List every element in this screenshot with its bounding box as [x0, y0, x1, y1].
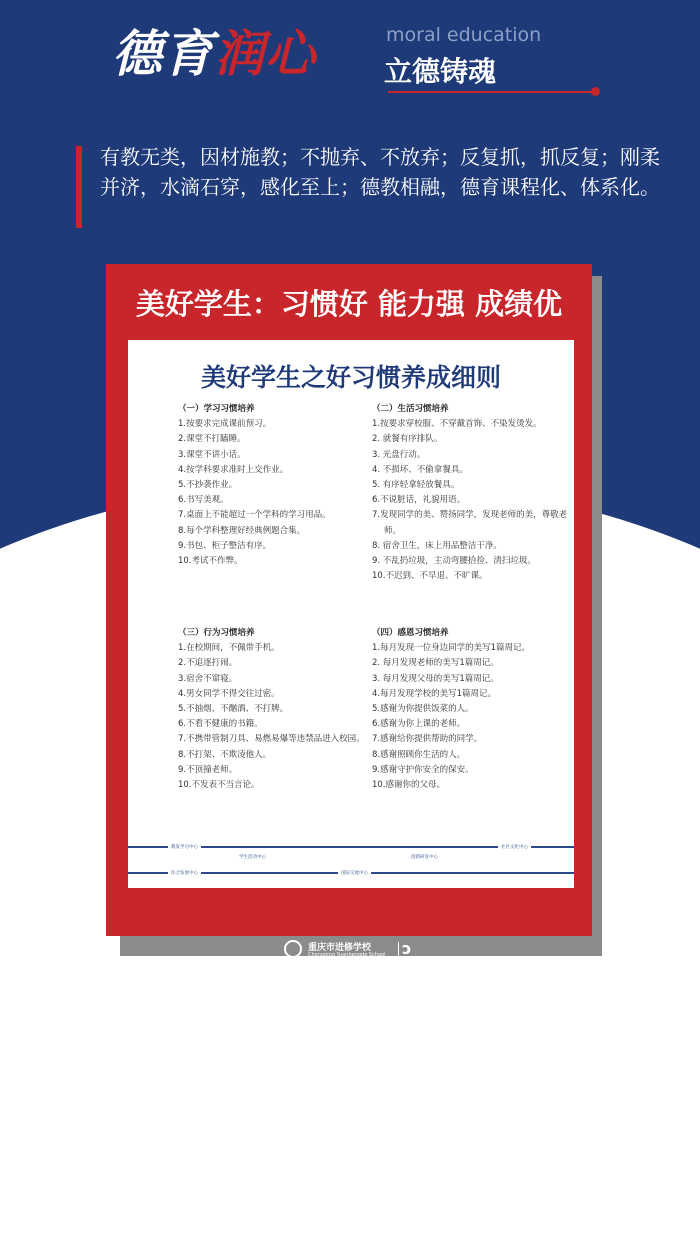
school-name: 重庆市进修学校: [308, 943, 372, 953]
section-heading: （四）感恩习惯培养: [372, 628, 449, 638]
rule-item: 9.感谢守护你安全的保安。: [372, 764, 474, 775]
rule-item: 5.不抄袭作业。: [178, 480, 238, 491]
rule-item: 3. 每月发现父母的美写1篇周记。: [372, 673, 499, 684]
footer-label: 创新研发中心: [408, 854, 441, 860]
intro-text: 有教无类，因材施教；不抛弃、不放弃；反复抓，抓反复；刚柔并济，水滴石穿，感化至上；德教相融，德育课程化、体系化。: [100, 145, 660, 199]
title-white-part: 德育: [112, 25, 214, 83]
rule-item: 1.按要求穿校服、不穿戴首饰、不染发烫发。: [372, 419, 542, 430]
rule-item: 7.发现同学的美、赞扬同学，发现老师的美，尊敬老师。: [372, 510, 568, 536]
rule-item: 4.男女同学不得交往过密。: [178, 688, 280, 699]
brand-mark-icon: ɔ: [402, 939, 412, 958]
intro-accent-bar: [76, 146, 82, 228]
section-gratitude: [372, 626, 568, 793]
footer-label: 国际交流中心: [338, 870, 371, 876]
section-study: [178, 402, 374, 569]
rule-item: 2.不追逐打闹。: [178, 658, 238, 669]
rule-item: 10.不迟到、不早退、不旷课。: [372, 571, 488, 582]
section-items: [178, 417, 374, 569]
rule-item: 7.不携带管制刀具、易燃易爆等违禁品进入校园。: [178, 734, 365, 745]
rule-item: 4. 不损坏、不偷拿餐具。: [372, 464, 468, 475]
section-heading: （一）学习习惯培养: [178, 404, 255, 414]
rule-item: 2. 每月发现老师的美写1篇周记。: [372, 658, 499, 669]
section-items: [372, 417, 568, 584]
rule-item: 6.感谢为你上课的老师。: [372, 719, 466, 730]
poster-footer: [0, 940, 700, 960]
rule-item: 3.宿舍不窜寝。: [178, 673, 238, 684]
rule-item: 6.书写美观。: [178, 495, 229, 506]
page-title: [112, 14, 316, 86]
decorative-lines: [128, 824, 574, 888]
section-heading: （二）生活习惯培养: [372, 404, 449, 414]
rules-title: 美好学生之好习惯养成细则: [200, 363, 501, 392]
section-items: [178, 641, 374, 793]
rule-item: 9.书包、柜子整洁有序。: [178, 540, 272, 551]
rule-item: 7.桌面上不能超过一个学科的学习用品。: [178, 510, 331, 521]
title-red-part: 润心: [214, 25, 316, 83]
rule-item: 8.不打架、不欺凌他人。: [178, 749, 272, 760]
title-english: moral education: [386, 24, 542, 46]
rule-item: 9. 不乱扔垃圾，主动弯腰拾捡、清扫垃圾。: [372, 556, 536, 567]
rule-item: 4.按学科要求准时上交作业。: [178, 464, 289, 475]
rule-item: 8.感谢照顾你生活的人。: [372, 749, 466, 760]
rule-item: 10.考试不作弊。: [178, 556, 243, 567]
rule-item: 2.课堂不打瞌睡。: [178, 434, 246, 445]
section-items: [372, 641, 568, 793]
rule-item: 5.不抽烟、不酗酒、不打牌。: [178, 704, 289, 715]
footer-separator: [398, 942, 399, 957]
rule-item: 6.不看不健康的书籍。: [178, 719, 263, 730]
rules-sheet: [128, 340, 574, 888]
rule-item: 1.按要求完成课前预习。: [178, 419, 272, 430]
footer-label: 社区文化中心: [498, 844, 531, 850]
page-subtitle: 立德铸魂: [384, 55, 497, 88]
section-behavior: [178, 626, 374, 793]
rule-item: 1.在校期间，不佩带手机。: [178, 643, 280, 654]
school-english-name: Chongqing Yuanhengda School: [308, 952, 386, 958]
rule-item: 8.每个学科整理好经典例题合集。: [178, 525, 306, 536]
section-life: [372, 402, 568, 584]
rule-item: 5. 有序轻拿轻放餐具。: [372, 480, 460, 491]
school-logo-icon: [284, 940, 302, 958]
rule-item: 3. 光盘行动。: [372, 449, 426, 460]
rule-item: 8. 宿舍卫生，床上用品整洁干净。: [372, 540, 502, 551]
section-heading: （三）行为习惯培养: [178, 628, 255, 638]
footer-label: 教发学习中心: [168, 844, 201, 850]
rule-item: 6.不说脏话，礼貌用语。: [372, 495, 466, 506]
rule-item: 2. 就餐有序排队。: [372, 434, 443, 445]
footer-label: 综合发展中心: [168, 870, 201, 876]
footer-label: 学生活动中心: [236, 854, 269, 860]
title-underline: [388, 91, 593, 93]
rule-item: 10.感谢你的父母。: [372, 780, 446, 791]
rule-item: 7.感谢给你提供帮助的同学。: [372, 734, 483, 745]
rule-item: 4.每月发现学校的美写1篇周记。: [372, 688, 497, 699]
rule-item: 1.每月发现一位身边同学的美写1篇周记。: [372, 643, 531, 654]
title-underline-dot: [591, 87, 600, 96]
rule-item: 5.感谢为你提供饭菜的人。: [372, 704, 474, 715]
rule-item: 10.不发表不当言论。: [178, 780, 260, 791]
rule-item: 9.不顶撞老师。: [178, 764, 238, 775]
rule-item: 3.课堂不讲小话。: [178, 449, 246, 460]
poster-title: 美好学生：习惯好 能力强 成绩优: [135, 287, 563, 321]
